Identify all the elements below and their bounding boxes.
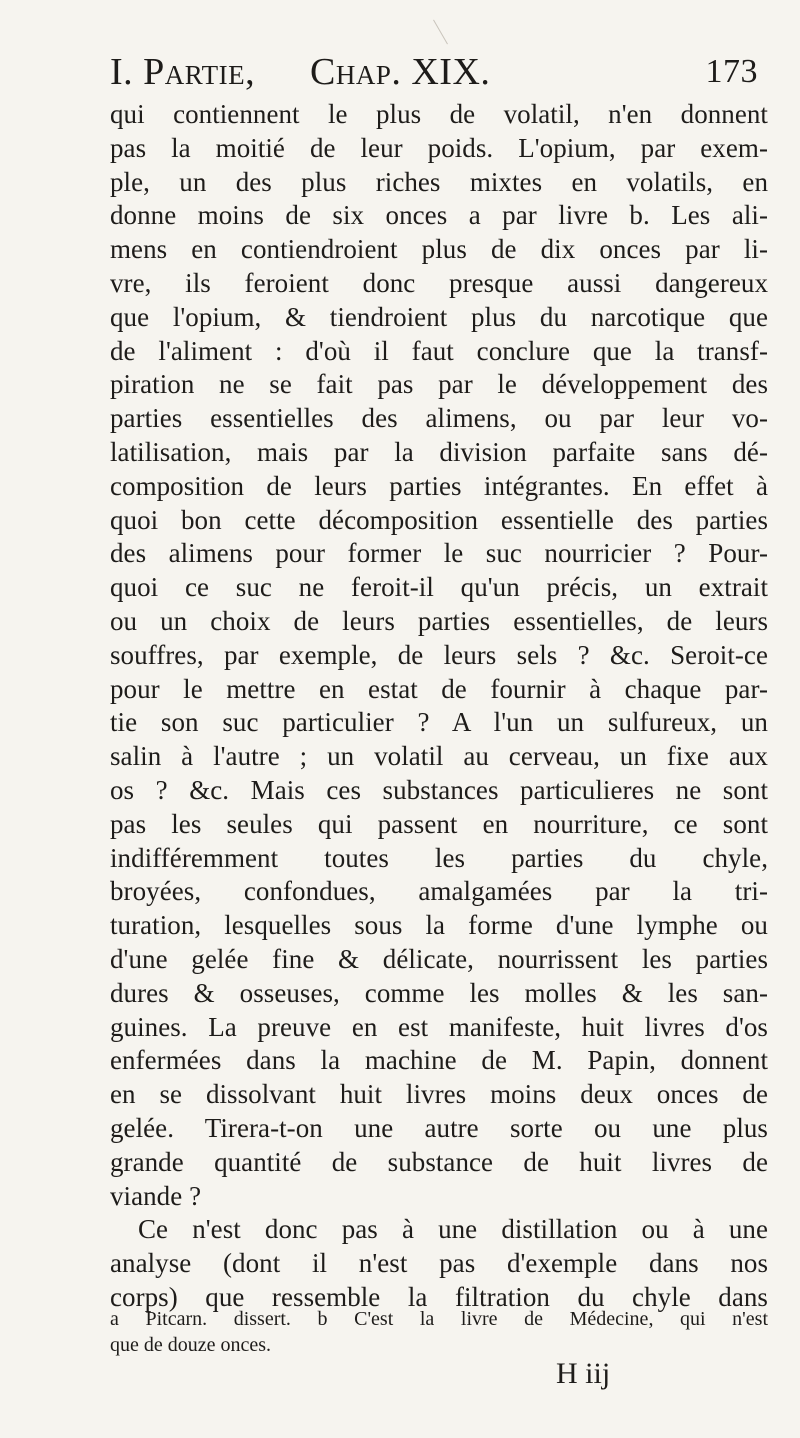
text-line: quoi ce suc ne feroit-il qu'un précis, un extrait — [110, 572, 768, 603]
text-line: dures & osseuses, comme les molles & les san- — [110, 977, 768, 1008]
text-line: enfermées dans la machine de M. Papin, donnent — [110, 1045, 768, 1076]
text-line: guines. La preuve en est manifeste, huit livres d'os — [110, 1011, 768, 1042]
text-line: viande ? — [110, 1180, 202, 1211]
text-line: latilisation, mais par la division parfaite sans dé- — [110, 436, 768, 467]
text-line: souffres, par exemple, de leurs sels ? &c. Seroit-ce — [110, 639, 768, 670]
page-edge-mark — [433, 20, 448, 45]
text-line: pas la moitié de leur poids. L'opium, par exem- — [110, 132, 768, 163]
text-line: parties essentielles des alimens, ou par leur vo- — [110, 403, 768, 434]
body-text — [110, 98, 768, 1315]
text-line: piration ne se fait pas par le développement des — [110, 369, 768, 400]
text-line: mens en contiendroient plus de dix onces par li- — [110, 234, 768, 265]
text-line: de l'aliment : d'où il faut conclure que la transf- — [110, 335, 768, 366]
text-line: indifféremment toutes les parties du chyle, — [110, 842, 768, 873]
text-line: tie son suc particulier ? A l'un un sulfureux, un — [110, 707, 768, 738]
text-line: Ce n'est donc pas à une distillation ou à une — [138, 1214, 768, 1245]
footnotes — [110, 1306, 768, 1358]
text-line: gelée. Tirera-t-on une autre sorte ou une plus — [110, 1112, 768, 1143]
text-line: qui contiennent le plus de volatil, n'en donnent — [110, 99, 768, 129]
footnote-line: que de douze onces. — [110, 1334, 272, 1356]
text-line: corps) que ressemble la filtration du chyle dans — [110, 1281, 768, 1312]
text-line: turation, lesquelles sous la forme d'une lymphe ou — [110, 910, 768, 941]
text-line: vre, ils feroient donc presque aussi dangereux — [110, 267, 768, 298]
text-line: ou un choix de leurs parties essentielles, de leurs — [110, 605, 768, 636]
text-line: broyées, confondues, amalgamées par la tri- — [110, 876, 768, 907]
text-line: ple, un des plus riches mixtes en volatils, en — [110, 166, 768, 197]
running-header — [110, 44, 758, 100]
text-line: donne moins de six onces a par livre b. Les ali- — [110, 200, 768, 231]
signature-mark: H iij — [556, 1357, 611, 1390]
text-line: pour le mettre en estat de fournir à chaque par- — [110, 673, 768, 704]
text-line: des alimens pour former le suc nourricier ? Pour- — [110, 538, 768, 569]
text-line: salin à l'autre ; un volatil au cerveau, un fixe aux — [110, 741, 768, 772]
text-line: que l'opium, & tiendroient plus du narcotique que — [110, 301, 768, 332]
footnote-line: a Pitcarn. dissert. b C'est la livre de Médecine, qui n'est — [110, 1308, 768, 1330]
text-line: quoi bon cette décomposition essentielle des parties — [110, 504, 768, 535]
header-part: I. Partie, — [110, 51, 256, 93]
page-number: 173 — [705, 53, 758, 90]
text-line: os ? &c. Mais ces substances particulieres ne sont — [110, 774, 768, 805]
text-line: analyse (dont il n'est pas d'exemple dans nos — [110, 1248, 768, 1279]
text-line: composition de leurs parties intégrantes. En effet à — [110, 470, 768, 501]
text-line: pas les seules qui passent en nourriture, ce sont — [110, 808, 768, 839]
text-line: d'une gelée fine & délicate, nourrissent les parties — [110, 943, 768, 974]
header-chapter: Chap. XIX. — [310, 51, 491, 93]
text-line: en se dissolvant huit livres moins deux onces de — [110, 1079, 768, 1110]
text-line: grande quantité de substance de huit livres de — [110, 1146, 768, 1177]
